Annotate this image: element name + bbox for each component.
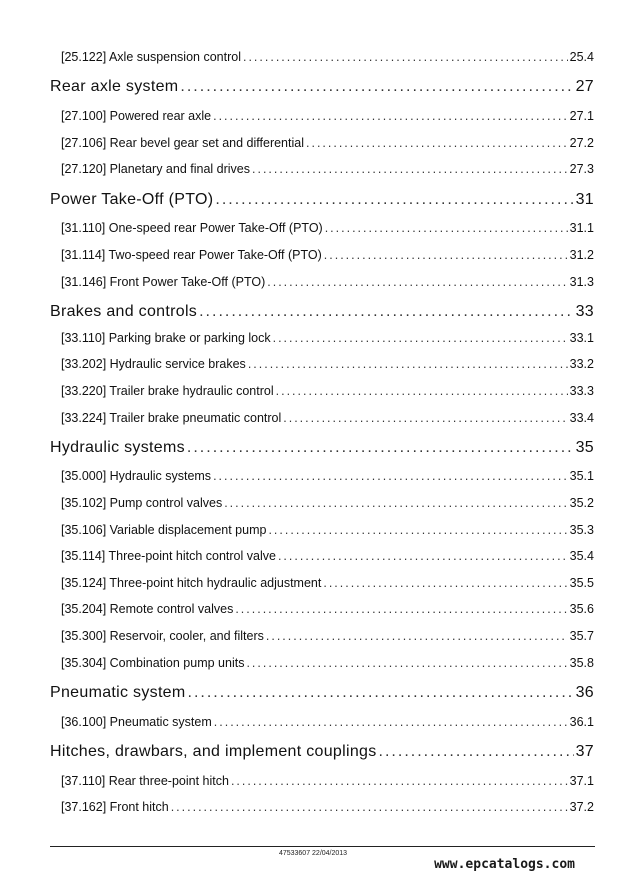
toc-section-title: Hydraulic systems [50, 439, 185, 456]
toc-entry[interactable] [61, 357, 594, 371]
toc-entry-title: [25.122] Axle suspension control [61, 50, 241, 64]
dot-leader [215, 191, 573, 209]
dot-leader [266, 629, 568, 643]
toc-entry-page: 35.8 [569, 656, 594, 670]
dot-leader [243, 50, 568, 64]
toc-entry-page: 25.4 [569, 50, 594, 64]
toc-entry-page: 27.3 [569, 162, 594, 176]
document-code: 47533607 22/04/2013 [278, 850, 348, 857]
toc-entry[interactable] [61, 109, 594, 123]
toc-entry-title: [35.102] Pump control valves [61, 496, 223, 510]
watermark-text: www.epcatalogs.com [434, 857, 575, 872]
toc-entry[interactable] [61, 162, 594, 176]
toc-section-heading[interactable] [50, 78, 594, 96]
dot-leader [213, 469, 568, 483]
toc-section-page: 33 [575, 303, 594, 320]
toc-entry[interactable] [61, 469, 594, 483]
toc-entry-title: [35.300] Reservoir, cooler, and filters [61, 629, 264, 643]
toc-section-title: Hitches, drawbars, and implement couplings [50, 743, 377, 760]
toc-entry-title: [31.114] Two-speed rear Power Take-Off (PTO) [61, 248, 322, 262]
toc-entry[interactable] [61, 411, 594, 425]
toc-entry[interactable] [61, 549, 594, 563]
toc-entry-title: [36.100] Pneumatic system [61, 715, 212, 729]
toc-entry-title: [31.110] One-speed rear Power Take-Off (PTO) [61, 221, 323, 235]
dot-leader [323, 576, 567, 590]
dot-leader [171, 800, 568, 814]
toc-section-heading[interactable] [50, 303, 594, 321]
toc-section-heading[interactable] [50, 743, 594, 761]
toc-entry-title: [27.100] Powered rear axle [61, 109, 212, 123]
dot-leader [252, 162, 568, 176]
dot-leader [324, 248, 568, 262]
toc-entry-page: 37.2 [569, 800, 594, 814]
toc-entry-title: [31.146] Front Power Take-Off (PTO) [61, 275, 266, 289]
toc-entry[interactable] [61, 523, 594, 537]
toc-entry-title: [35.000] Hydraulic systems [61, 469, 212, 483]
toc-entry-title: [27.120] Planetary and final drives [61, 162, 251, 176]
toc-entry-page: 36.1 [569, 715, 594, 729]
toc-section-title: Pneumatic system [50, 684, 186, 701]
toc-entry-page: 31.3 [569, 275, 594, 289]
toc-entry-title: [35.204] Remote control valves [61, 602, 234, 616]
toc-entry-title: [33.110] Parking brake or parking lock [61, 331, 271, 345]
toc-section-heading[interactable] [50, 684, 594, 702]
toc-entry-page: 35.6 [569, 602, 594, 616]
toc-entry-title: [35.124] Three-point hitch hydraulic adjustment [61, 576, 322, 590]
toc-entry-title: [33.220] Trailer brake hydraulic control [61, 384, 274, 398]
dot-leader [199, 303, 573, 321]
footer-rule [50, 846, 595, 847]
dot-leader [306, 136, 568, 150]
dot-leader [231, 774, 568, 788]
dot-leader [224, 496, 567, 510]
toc-entry-page: 35.1 [569, 469, 594, 483]
toc-entry[interactable] [61, 800, 594, 814]
toc-entry-title: [27.106] Rear bevel gear set and differential [61, 136, 304, 150]
toc-entry[interactable] [61, 656, 594, 670]
toc-entry-page: 35.5 [569, 576, 594, 590]
toc-section-page: 31 [575, 191, 594, 208]
toc-section-title: Brakes and controls [50, 303, 198, 320]
toc-section-heading[interactable] [50, 439, 594, 457]
dot-leader [276, 384, 568, 398]
dot-leader [235, 602, 567, 616]
toc-entry-page: 33.1 [569, 331, 594, 345]
dot-leader [214, 715, 568, 729]
toc-section-heading[interactable] [50, 191, 594, 209]
toc-entry-page: 27.2 [569, 136, 594, 150]
toc-entry-page: 35.3 [569, 523, 594, 537]
toc-entry-page: 35.7 [569, 629, 594, 643]
dot-leader [379, 743, 574, 761]
toc-entry-title: [37.162] Front hitch [61, 800, 169, 814]
toc-entry[interactable] [61, 248, 594, 262]
toc-entry-page: 33.3 [569, 384, 594, 398]
toc-section-page: 35 [575, 439, 594, 456]
toc-section-page: 36 [575, 684, 594, 701]
toc-entry[interactable] [61, 774, 594, 788]
dot-leader [180, 78, 573, 96]
toc-entry-page: 35.4 [569, 549, 594, 563]
dot-leader [268, 523, 567, 537]
toc-section-title: Power Take-Off (PTO) [50, 191, 214, 208]
dot-leader [188, 684, 574, 702]
toc-entry-page: 31.2 [569, 248, 594, 262]
toc-entry[interactable] [61, 496, 594, 510]
dot-leader [325, 221, 568, 235]
toc-entry[interactable] [61, 136, 594, 150]
dot-leader [213, 109, 568, 123]
toc-section-page: 37 [575, 743, 594, 760]
toc-entry[interactable] [61, 50, 594, 64]
toc-entry-title: [35.106] Variable displacement pump [61, 523, 267, 537]
dot-leader [283, 411, 567, 425]
dot-leader [267, 275, 567, 289]
toc-entry-title: [37.110] Rear three-point hitch [61, 774, 229, 788]
dot-leader [187, 439, 574, 457]
toc-entry[interactable] [61, 384, 594, 398]
toc-entry-page: 35.2 [569, 496, 594, 510]
dot-leader [278, 549, 568, 563]
dot-leader [273, 331, 568, 345]
toc-entry-page: 37.1 [569, 774, 594, 788]
toc-entry-title: [33.224] Trailer brake pneumatic control [61, 411, 282, 425]
toc-entry-page: 33.2 [569, 357, 594, 371]
dot-leader [248, 357, 568, 371]
toc-entry-page: 27.1 [569, 109, 594, 123]
toc-entry[interactable] [61, 275, 594, 289]
dot-leader [246, 656, 567, 670]
toc-entry-title: [33.202] Hydraulic service brakes [61, 357, 246, 371]
toc-entry[interactable] [61, 715, 594, 729]
toc-entry[interactable] [61, 629, 594, 643]
toc-entry[interactable] [61, 221, 594, 235]
toc-section-page: 27 [575, 78, 594, 95]
toc-entry[interactable] [61, 576, 594, 590]
toc-entry[interactable] [61, 602, 594, 616]
toc-entry[interactable] [61, 331, 594, 345]
toc-entry-page: 31.1 [569, 221, 594, 235]
toc-section-title: Rear axle system [50, 78, 179, 95]
toc-entry-page: 33.4 [569, 411, 594, 425]
toc-entry-title: [35.114] Three-point hitch control valve [61, 549, 276, 563]
toc-entry-title: [35.304] Combination pump units [61, 656, 245, 670]
